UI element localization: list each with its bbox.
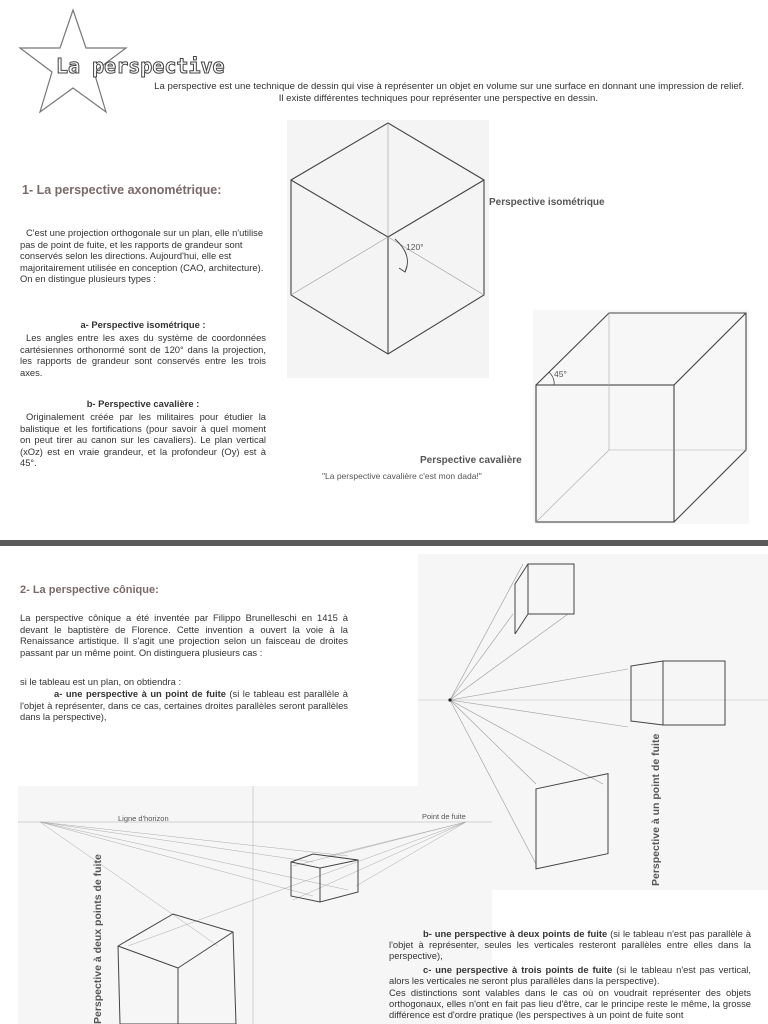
case-a-text: [20, 688, 348, 723]
isometric-cube-drawing: [287, 120, 489, 378]
intro-line-1: La perspective est une technique de dessin qui vise à représenter un objet en volume sur une surface en donnant une impression de relief.: [154, 81, 744, 92]
two-point-label: Perspective à deux points de fuite: [92, 854, 104, 1024]
angle-45-label: 45°: [554, 369, 567, 379]
cavalier-quote: "La perspective cavalière c'est mon dada!": [322, 471, 482, 481]
cavalier-cube-drawing: [533, 310, 749, 524]
iso-subheading: a- Perspective isométrique :: [80, 319, 206, 330]
axonometric-paragraph: C'est une projection orthogonale sur un plan, elle n'utilise pas de point de fuite, et les rapports de grandeur sont conservés selon les directions. Aujourd'hui, elle est majoritairement utilisée en conception (CAO, architecture). On en distingue plusieurs types :: [20, 227, 264, 285]
vanishing-point-label: Point de fuite: [422, 812, 466, 821]
cavalier-cube-figure: [533, 310, 749, 524]
cav-paragraph: Originalement créée par les militaires pour étudier la balistique et les fortifications (pour savoir à quel moment on peut tirer au canon sur les cavaliers). Le plan vertical (xOz) est en vraie grandeur, et la profondeur (Oy) est à 45°.: [20, 411, 266, 469]
case-c-description: (si le tableau n'est pas vertical, alors les verticales ne seront plus parallèles dans la perspective).: [389, 964, 751, 987]
section-heading-conic: 2- La perspective cônique:: [20, 584, 159, 596]
one-point-label: Perspective à un point de fuite: [650, 733, 662, 886]
isometric-cube-figure: [287, 120, 489, 378]
intro-text: [100, 81, 744, 105]
horizon-label: Ligne d'horizon: [118, 814, 169, 823]
page-title: La perspective: [56, 54, 225, 78]
case-intro: si le tableau est un plan, on obtiendra :: [20, 676, 182, 687]
page-2: [0, 546, 768, 1024]
closing-text: Ces distinctions sont valables dans le cas où on voudrait représenter des objets orthogonaux, elles n'ont en fait pas lieu d'être, car le principe reste le même, la grosse différence est d'ordre pratique (les perspectives à un point de fuite sont: [389, 987, 751, 1021]
case-b-heading: b- une perspective à deux points de fuite: [423, 928, 608, 939]
case-b-text: [389, 928, 751, 962]
iso-paragraph: Les angles entre les axes du système de coordonnées cartésiennes orthonormé sont de 120° dans la projection, les rapports de grandeur sont conservés entre les trois axes.: [20, 332, 266, 378]
intro-line-2: Il existe différentes techniques pour représenter une perspective en dessin.: [278, 93, 598, 104]
case-a-description: (si le tableau est parallèle à l'objet à représenter, dans ce cas, certaines droites parallèles seront parallèles dans la perspective),: [20, 688, 348, 723]
isometric-label: Perspective isométrique: [489, 197, 605, 208]
cavalier-label: Perspective cavalière: [420, 455, 522, 466]
case-b-description: (si le tableau n'est pas parallèle à l'objet à représenter, seules les verticales resteront parallèles entre elles dans la perspective),: [389, 928, 751, 962]
case-a-heading: a- une perspective à un point de fuite: [54, 688, 226, 699]
cav-subheading: b- Perspective cavalière :: [86, 398, 200, 409]
conic-paragraph: La perspective cônique a été inventée par Filippo Brunelleschi en 1415 à devant le baptistère de Florence. Cette invention a ouvert la voie à la Renaissance artistique. Il s'agit une projection selon un faisceau de droites passant par un même point. On distinguera plusieurs cas :: [20, 612, 348, 658]
case-c-heading: c- une perspective à trois points de fuite: [423, 964, 613, 975]
section-heading-axonometric: 1- La perspective axonométrique:: [22, 183, 222, 197]
case-c-text: [389, 964, 751, 986]
angle-120-label: 120°: [406, 242, 424, 252]
